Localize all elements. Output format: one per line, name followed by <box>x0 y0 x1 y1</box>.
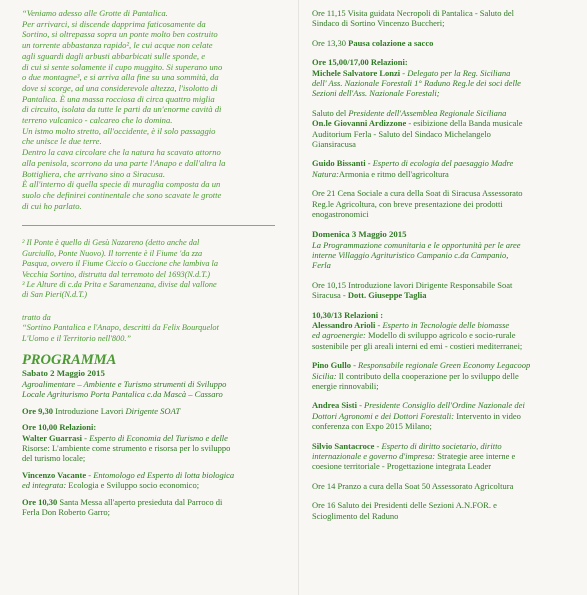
greeting-text: - esibizione della Banda musicale <box>406 118 523 129</box>
program-title: PROGRAMMA <box>22 352 117 369</box>
greeting-name: On.le Giovanni Ardizzone <box>312 118 407 129</box>
speaker-name: Guido Bissanti <box>312 158 366 169</box>
event-speaker: Dott. Giuseppe Taglia <box>347 290 427 301</box>
quote-line: suolo che definirei continentale che sono scavate le grotte <box>22 189 222 200</box>
speaker-arioli <box>312 320 574 330</box>
day-heading-saturday: Sabato 2 Maggio 2015 <box>22 368 105 379</box>
speaker-sisti <box>312 400 574 410</box>
quote-line: Sortino, si oltrepassa sopra un ponte molto ben costruito <box>22 29 218 40</box>
footnote-line: ³ Le Alture di c.da Prita e Saramenzana, divise dal vallone <box>22 279 217 289</box>
day-description: La Programmazione comunitaria e le opportunità per le aree <box>312 239 521 250</box>
speaker-role: - Entomologo ed Esperto di lotta biologica <box>86 469 235 480</box>
event-text: Ferla Don Roberto Garro; <box>22 507 111 518</box>
speaker-topic <box>312 169 574 179</box>
speaker-guarrasi <box>22 433 275 443</box>
event-21: Ore 21 Cena Sociale a cura della Soat di Siracusa Assessorato <box>312 188 523 199</box>
quote-line: o due montagne³, e si arriva alla fine su una sommità, da <box>22 72 219 83</box>
speaker-role: - Esperto di ecologia del paesaggio Madre <box>365 158 514 169</box>
quote-line: Bottigliera, che arrivano sino a Siracusa. <box>22 168 165 179</box>
left-column <box>22 8 275 517</box>
event-21-cont: Reg.le Agricoltura, con breve presentazione dei prodotti <box>312 198 503 209</box>
quote-line: di cui si sente solamente il cupo muggito. Si superano uno <box>22 61 223 72</box>
greeting-role: Presidente dell'Assemblea Regionale Siciliana <box>348 107 507 118</box>
speaker-gullo <box>312 360 574 370</box>
source-line: L'Uomo e il Territorio nell'800.” <box>22 333 132 343</box>
footnote-line: Gurciullo, Ponte Nuovo). Il torrente è il Fiume 'da zza <box>22 248 203 258</box>
event-time: Ore 10,30 <box>22 496 58 507</box>
speaker-role: - Delegato per la Reg. Siciliana <box>400 67 511 78</box>
event-1015: Ore 10,15 Introduzione lavori Dirigente Responsabile Soat <box>312 279 513 290</box>
speaker-name: Walter Guarrasi <box>22 432 83 443</box>
speaker-role: - Esperto di diritto societario, diritto <box>374 440 502 451</box>
day-description: Locale Agriturismo Porta Pantalica c.da Mascà – Cassaro <box>22 389 223 400</box>
speaker-name: Pino Gullo <box>312 360 351 371</box>
event-21-cont: enogastronomici <box>312 209 369 220</box>
speaker-name: Michele Salvatore Lonzi <box>312 67 401 78</box>
topic-text: Modello di sviluppo agricolo e socio-rurale <box>365 330 516 341</box>
event-14: Ore 14 Pranzo a cura della Soat 50 Assessorato Agricoltura <box>312 480 514 491</box>
greeting-line: Auditorium Ferla - Saluto del Sindaco Michelangelo <box>312 128 491 139</box>
speaker-topic: del turismo locale; <box>22 453 86 464</box>
topic-label: ed agroenergie: <box>312 330 366 341</box>
quote-line: Per arrivarci, si discende dapprima faticosamente da <box>22 18 206 29</box>
topic-label: ed integrata: <box>22 480 67 491</box>
speaker-topic <box>312 411 574 421</box>
speaker-role: - Esperto in Tecnologie delle biomasse <box>375 319 510 330</box>
quote-line: “Veniamo adesso alle Grotte di Pantalica. <box>22 8 168 18</box>
speaker-role: - Responsabile regionale Green Economy Legacoop <box>350 360 531 371</box>
day-description: Agroalimentare – Ambiente e Turismo strumenti di Sviluppo <box>22 379 227 390</box>
speaker-topic <box>22 480 275 490</box>
speaker-name: Alessandro Arioli <box>312 319 376 330</box>
event-1030-heading: 10,30/13 Relazioni : <box>312 309 384 320</box>
quote-line: di cui ho parlato. <box>22 200 82 211</box>
event-text: Siracusa - <box>312 290 348 301</box>
event-1330 <box>312 38 574 48</box>
day-description: interne Villaggio Agrituristico Campanio c.da Campanio, <box>312 249 509 260</box>
topic-label: internazionale e governo d'impresa: <box>312 451 436 461</box>
topic-label: Natura: <box>312 168 339 179</box>
speaker-topic <box>312 330 574 340</box>
day-description: Ferla <box>312 260 331 271</box>
event-text: Pausa colazione a sacco <box>346 37 434 48</box>
event-speaker: Dirigente SOAT <box>125 405 181 416</box>
quote-line: Un istmo molto stretto, all'occidente, è il solo passaggio <box>22 125 216 136</box>
quote-line: dove si scorge, ad una considerevole altezza, l'isolotto di <box>22 82 218 93</box>
column-divider <box>298 0 299 595</box>
speaker-topic: Risorse: L'ambiente come strumento e risorsa per lo sviluppo <box>22 443 231 454</box>
footnotes <box>22 238 275 300</box>
event-time: Ore 13,30 <box>312 37 346 48</box>
speaker-bissanti <box>312 158 574 168</box>
quote-line: agli sguardi dagli arbusti abbarbicati sulle sponde, e <box>22 50 206 61</box>
topic-label: Dottori Agronomi e dei Dottori Forestali: <box>312 410 455 421</box>
event-1500-heading: Ore 15,00/17,00 Relazioni: <box>312 57 408 68</box>
speaker-topic <box>312 371 574 381</box>
quote-line: Dentro la cava circolare che la natura ha scavato attorno <box>22 147 221 158</box>
greeting-line <box>312 108 574 118</box>
topic-text: Il contributo della cooperazione per lo sviluppo delle <box>336 370 519 381</box>
speaker-vacante <box>22 470 275 480</box>
speaker-name: Silvio Santacroce <box>312 440 375 451</box>
footnote-line: Pasqua, ovvero il Fiume Ciccio o Guccione che lambiva la <box>22 259 218 269</box>
speaker-topic <box>312 451 574 461</box>
greeting-line <box>312 118 574 128</box>
quote-line: alla penisola, scorrono da una parte l'Anapo e dall'altra la <box>22 157 226 168</box>
topic-text: Intervento in video <box>454 410 521 421</box>
event-0930 <box>22 406 275 416</box>
quote-line: È all'interno di quella specie di muraglia composta da un <box>22 179 221 190</box>
quote-line: terreno vulcanico - calcareo che lo domina. <box>22 115 173 126</box>
source-line: tratto da <box>22 312 51 322</box>
speaker-lonzi <box>312 68 574 78</box>
quote-line: di circuito, isolata da tutte le parti da un'enorme cavità di <box>22 104 222 115</box>
greeting-text: Saluto del <box>312 107 349 118</box>
topic-text: Strategie aree interne e <box>435 451 516 461</box>
quote-line: Pantalica. È una massa rocciosa di circa quattro miglia <box>22 93 215 104</box>
event-1000-heading: Ore 10,00 Relazioni: <box>22 422 97 433</box>
topic-text: Ecologia e Sviluppo socio economico; <box>66 480 200 491</box>
footnote-line: ² Il Ponte è quello di Gesù Nazareno (detto anche dal <box>22 238 200 248</box>
topic-text: Armonia e ritmo dell'agricoltura <box>338 168 449 179</box>
quote-line: che unisce le due terre. <box>22 136 102 147</box>
speaker-topic: sostenibile per gli areali interni ed emi - costieri mediterranei; <box>312 340 523 351</box>
speaker-topic: dell' Ass. Nazionale Forestali 1° Raduno Reg.le dei soci delle <box>312 78 521 89</box>
footnote-line: di San Pieri(N.d.T.) <box>22 290 88 300</box>
source-line: “Sortino Pantalica e l'Anapo, descritti da Felix Bourquelot <box>22 323 219 333</box>
speaker-topic: coesione territoriale - Progettazione integrata Leader <box>312 461 492 472</box>
event-16-cont: Scioglimento del Raduno <box>312 510 399 521</box>
event-text: Introduzione Lavori <box>53 405 126 416</box>
event-16: Ore 16 Saluto dei Presidenti delle Sezioni A.N.FOR. e <box>312 500 497 511</box>
speaker-role: - Esperto di Economia del Turismo e delle <box>82 432 228 443</box>
right-column <box>312 8 574 521</box>
greeting-line: Giansiracusa <box>312 139 356 150</box>
event-time: Ore 9,30 <box>22 405 54 416</box>
event-1115: Ore 11,15 Visita guidata Necropoli di Pantalica - Saluto del <box>312 8 515 18</box>
speaker-role: - Presidente Consiglio dell'Ordine Nazionale dei <box>356 400 525 411</box>
speaker-topic: energie rinnovabili; <box>312 380 379 391</box>
speaker-name: Vincenzo Vacante <box>22 469 87 480</box>
event-1015-cont <box>312 290 574 300</box>
topic-label: Sicilia: <box>312 370 337 381</box>
intro-quote <box>22 8 275 211</box>
quote-line: un torrente abbastanza rapido², le cui acque non celate <box>22 40 213 51</box>
speaker-topic: Sezioni dell'Ass. Nazionale Forestali; <box>312 88 440 99</box>
speaker-santacroce <box>312 441 574 451</box>
footnote-line: Vecchia Sortino, distrutta dal terremoto del 1693(N.d.T.) <box>22 269 211 279</box>
speaker-name: Andrea Sisti <box>312 400 357 411</box>
speaker-topic: conferenza con Expo 2015 Milano; <box>312 421 432 432</box>
section-rule <box>22 225 275 226</box>
event-text: Santa Messa all'aperto presieduta dal Parroco di <box>57 496 223 507</box>
event-1030 <box>22 497 275 507</box>
source-citation <box>22 313 275 344</box>
day-heading-sunday: Domenica 3 Maggio 2015 <box>312 228 407 239</box>
event-1115-cont: Sindaco di Sortino Vincenzo Buccheri; <box>312 18 445 29</box>
